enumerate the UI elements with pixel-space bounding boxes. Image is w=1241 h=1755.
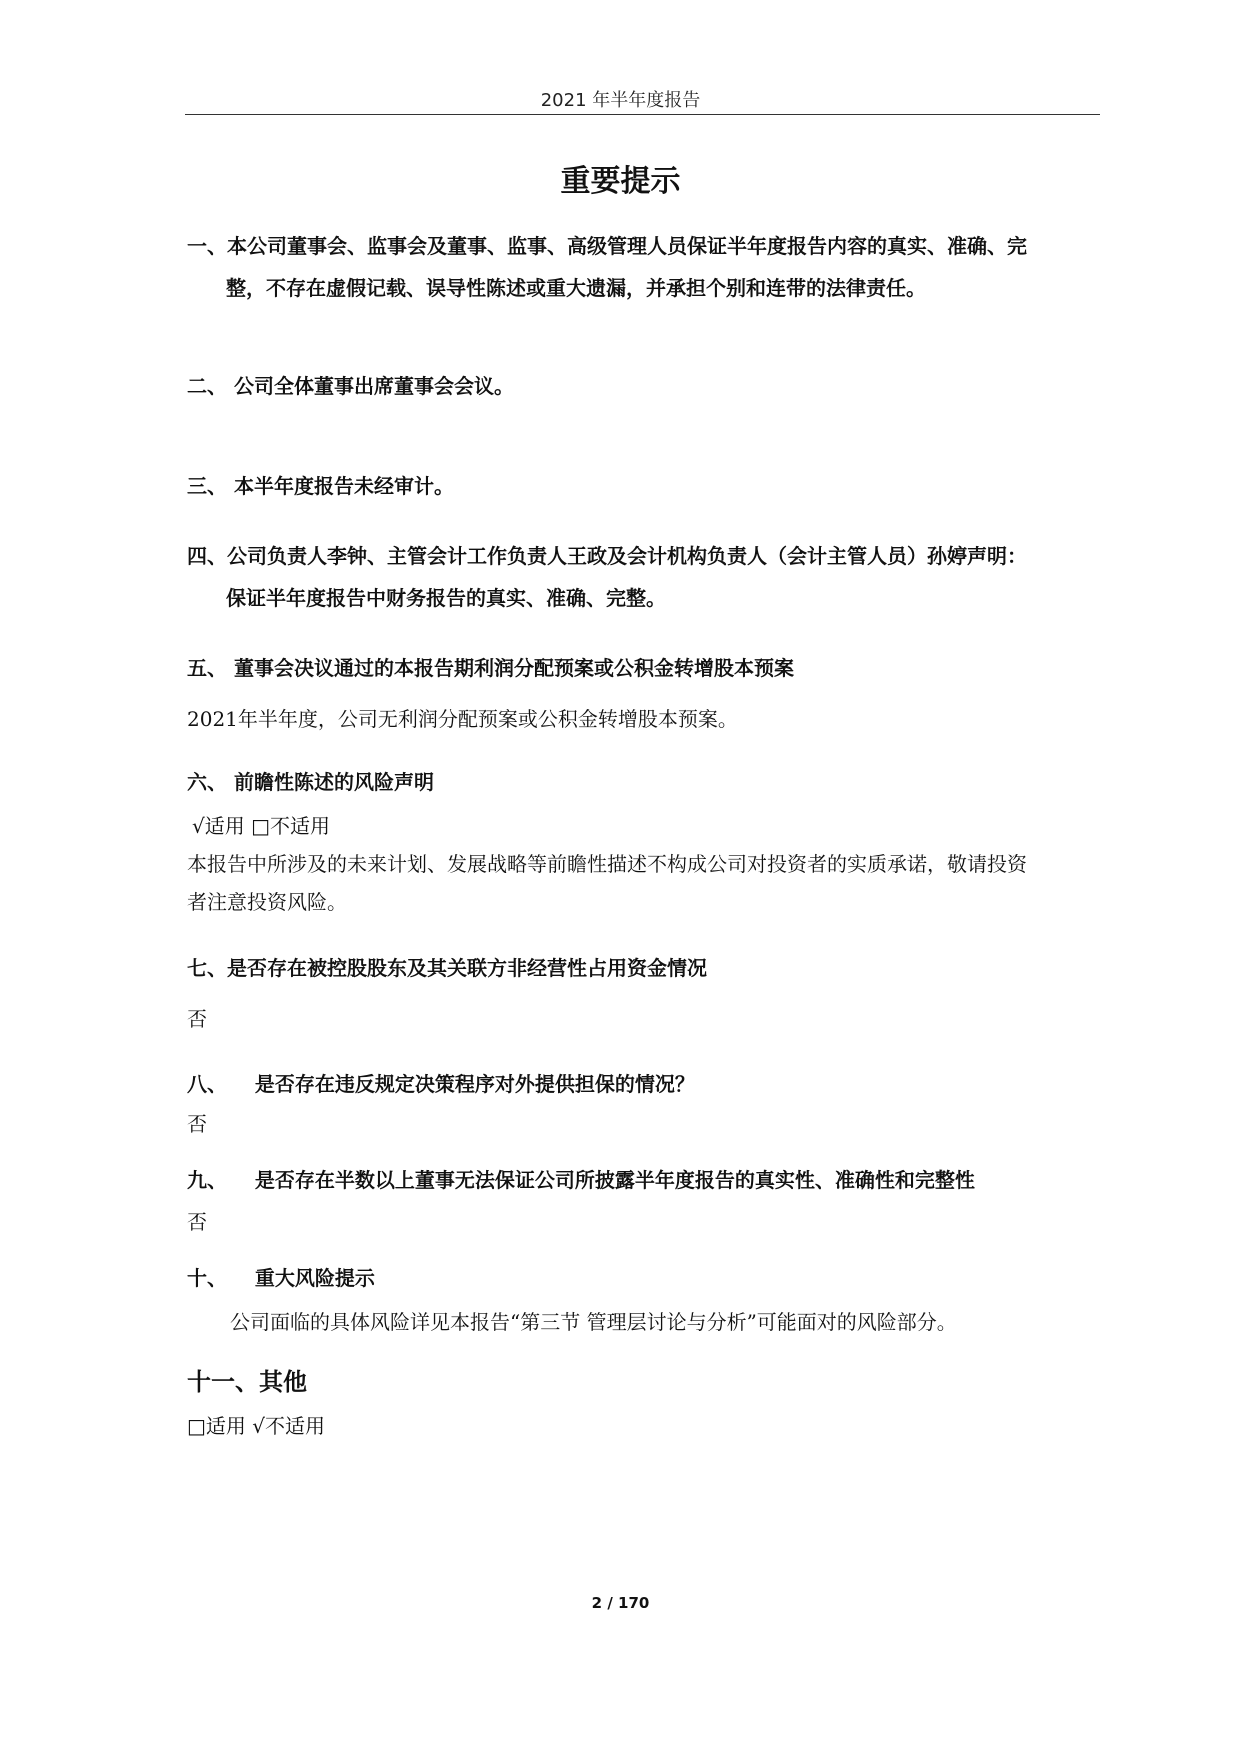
header-divider xyxy=(185,114,1100,115)
item-3: 三、 本半年度报告未经审计。 xyxy=(187,474,454,498)
item-6-heading: 六、 前瞻性陈述的风险声明 xyxy=(187,770,434,794)
page-title: 重要提示 xyxy=(560,164,681,199)
item-5-heading: 五、 董事会决议通过的本报告期利润分配预案或公积金转增股本预案 xyxy=(187,656,794,680)
running-header: 2021 年半年度报告 xyxy=(540,90,701,111)
item-4-line-2: 保证半年度报告中财务报告的真实、准确、完整。 xyxy=(226,586,666,610)
item-4-line-1: 四、公司负责人李钟、主管会计工作负责人王政及会计机构负责人（会计主管人员）孙婷声明： xyxy=(187,544,1027,568)
item-6-options: √适用 □不适用 xyxy=(192,814,330,838)
item-1-line-1: 一、本公司董事会、监事会及董事、监事、高级管理人员保证半年度报告内容的真实、准确、完 xyxy=(187,234,1027,258)
item-7-heading: 七、是否存在被控股股东及其关联方非经营性占用资金情况 xyxy=(187,956,707,980)
item-11-options: □适用 √不适用 xyxy=(187,1414,325,1438)
item-9-heading: 九、 是否存在半数以上董事无法保证公司所披露半年度报告的真实性、准确性和完整性 xyxy=(187,1168,975,1192)
item-2: 二、 公司全体董事出席董事会会议。 xyxy=(187,374,514,398)
item-8-heading: 八、 是否存在违反规定决策程序对外提供担保的情况？ xyxy=(187,1072,695,1096)
item-6-body-line-2: 者注意投资风险。 xyxy=(187,890,347,914)
item-10-body: 公司面临的具体风险详见本报告“第三节 管理层讨论与分析”可能面对的风险部分。 xyxy=(230,1310,957,1334)
page-number: 2 / 170 xyxy=(591,1594,650,1612)
item-10-heading: 十、 重大风险提示 xyxy=(187,1266,375,1290)
item-9-answer: 否 xyxy=(187,1210,207,1234)
item-7-answer: 否 xyxy=(187,1007,207,1031)
item-5-body: 2021年半年度，公司无利润分配预案或公积金转增股本预案。 xyxy=(187,707,738,731)
item-8-answer: 否 xyxy=(187,1112,207,1136)
item-6-body-line-1: 本报告中所涉及的未来计划、发展战略等前瞻性描述不构成公司对投资者的实质承诺，敬请投资 xyxy=(187,852,1027,876)
item-11-heading: 十一、其他 xyxy=(187,1368,307,1396)
item-1-line-2: 整，不存在虚假记载、误导性陈述或重大遗漏，并承担个别和连带的法律责任。 xyxy=(226,276,926,300)
